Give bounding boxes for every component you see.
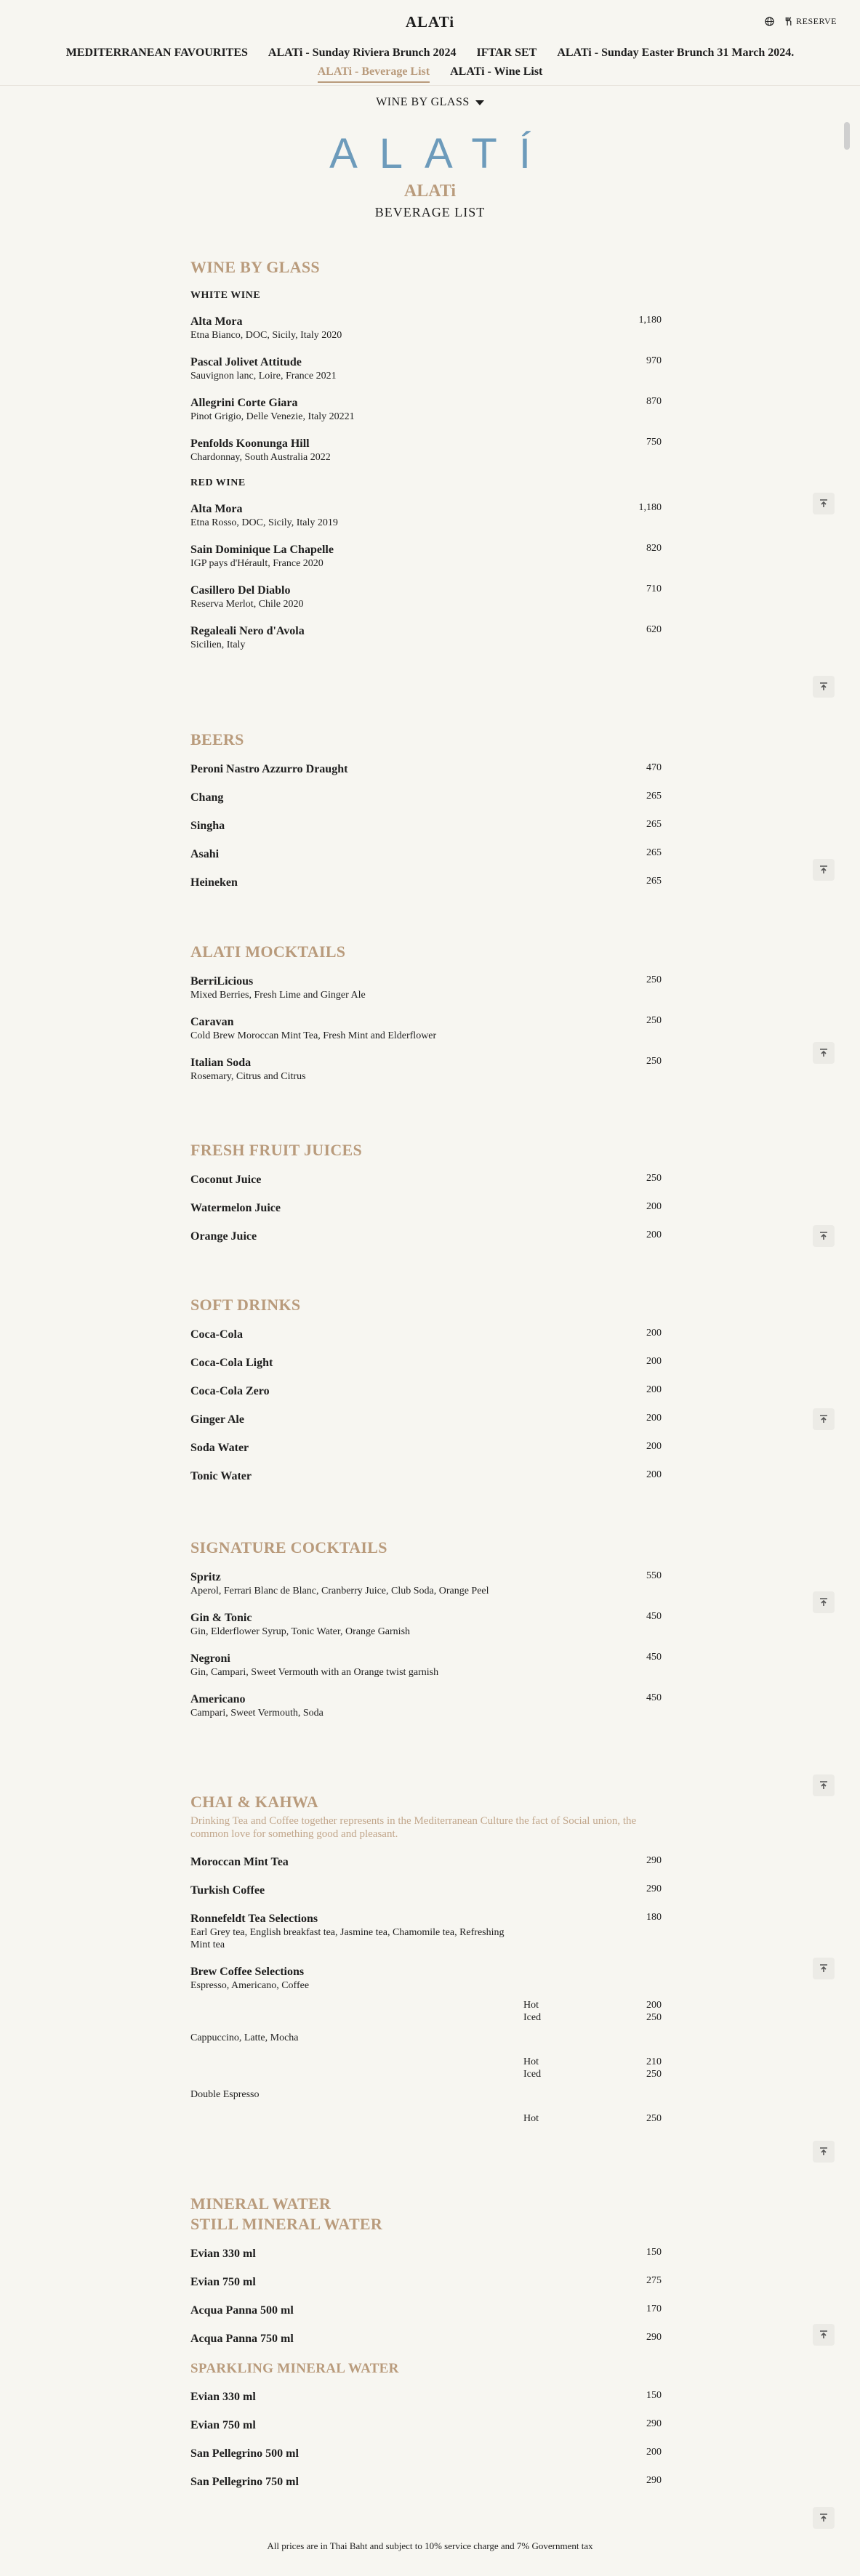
iced-price: 250 bbox=[646, 2069, 662, 2080]
item-desc: Sicilien, Italy bbox=[190, 639, 246, 650]
menu-item bbox=[190, 2447, 662, 2461]
item-price: 275 bbox=[646, 2275, 662, 2286]
globe-icon bbox=[765, 17, 774, 26]
item-name: Singha bbox=[190, 820, 225, 832]
item-name: Alta Mora bbox=[190, 315, 243, 328]
item-desc: Aperol, Ferrari Blanc de Blanc, Cranberry Juice, Club Soda, Orange Peel bbox=[190, 1586, 489, 1596]
category-dropdown[interactable] bbox=[0, 96, 860, 109]
menu-item bbox=[190, 1692, 662, 1719]
item-price: 200 bbox=[646, 1384, 662, 1395]
tab-riviera-brunch[interactable]: ALATi - Sunday Riviera Brunch 2024 bbox=[268, 47, 457, 59]
hot-price: 250 bbox=[646, 2113, 662, 2124]
subheading-white-wine: WHITE WINE bbox=[190, 290, 261, 301]
arrow-up-icon bbox=[819, 1414, 829, 1424]
tab-wine-list[interactable]: ALATi - Wine List bbox=[450, 65, 543, 78]
item-name: Tonic Water bbox=[190, 1470, 252, 1482]
tab-iftar-set[interactable]: IFTAR SET bbox=[476, 47, 537, 59]
hot-price: 200 bbox=[646, 2000, 662, 2011]
menu-nav bbox=[0, 44, 860, 83]
hot-price: 210 bbox=[646, 2056, 662, 2067]
item-price: 620 bbox=[646, 624, 662, 635]
item-name: Moroccan Mint Tea bbox=[190, 1856, 289, 1868]
menu-item bbox=[190, 2275, 662, 2290]
item-name: Heineken bbox=[190, 876, 238, 889]
section-title: SOFT DRINKS bbox=[190, 1296, 301, 1314]
item-price: 250 bbox=[646, 1015, 662, 1026]
item-name: Americano bbox=[190, 1693, 246, 1705]
item-desc: Reserva Merlot, Chile 2020 bbox=[190, 599, 304, 610]
arrow-up-icon bbox=[819, 498, 829, 509]
top-bar bbox=[0, 0, 860, 44]
hot-iced-prices bbox=[190, 1999, 662, 2024]
item-name: Pascal Jolivet Attitude bbox=[190, 356, 302, 368]
item-name: Acqua Panna 750 ml bbox=[190, 2333, 294, 2345]
item-price: 450 bbox=[646, 1692, 662, 1703]
menu-name: ALATi bbox=[403, 182, 457, 201]
section-title: SIGNATURE COCKTAILS bbox=[190, 1538, 387, 1556]
menu-item bbox=[190, 315, 662, 342]
nav-row-2 bbox=[0, 62, 860, 83]
item-price: 150 bbox=[646, 2390, 662, 2401]
item-name: Coca-Cola Zero bbox=[190, 1385, 270, 1397]
item-price: 200 bbox=[646, 1469, 662, 1480]
item-price: 200 bbox=[646, 1441, 662, 1452]
item-desc: Cold Brew Moroccan Mint Tea, Fresh Mint and Elderflower bbox=[190, 1030, 437, 1041]
menu-item bbox=[190, 2304, 662, 2318]
item-desc: Etna Bianco, DOC, Sicily, Italy 2020 bbox=[190, 330, 342, 341]
item-price: 200 bbox=[646, 1328, 662, 1339]
iced-label: Iced bbox=[523, 2012, 542, 2023]
item-price: 200 bbox=[646, 1356, 662, 1367]
menu-item bbox=[190, 2475, 662, 2490]
item-name: Soda Water bbox=[190, 1442, 249, 1454]
nav-divider bbox=[0, 85, 860, 86]
menu-item bbox=[190, 1611, 662, 1638]
section-subtitle-sparkling: SPARKLING MINERAL WATER bbox=[190, 2361, 399, 2376]
section-title: BEERS bbox=[190, 730, 244, 748]
item-price: 200 bbox=[646, 1201, 662, 1212]
back-to-top-button[interactable] bbox=[813, 1042, 835, 1064]
top-right-actions bbox=[765, 16, 837, 27]
nav-row-1 bbox=[0, 44, 860, 62]
menu-item bbox=[190, 847, 662, 862]
hot-prices bbox=[190, 2112, 662, 2125]
language-button[interactable] bbox=[765, 17, 774, 26]
menu-item bbox=[190, 974, 662, 1001]
back-to-top-button[interactable] bbox=[813, 2141, 835, 2163]
item-price: 180 bbox=[646, 1912, 662, 1923]
item-price: 1,180 bbox=[638, 315, 662, 326]
arrow-up-icon bbox=[819, 865, 829, 875]
item-name: Peroni Nastro Azzurro Draught bbox=[190, 763, 348, 775]
item-price: 290 bbox=[646, 2475, 662, 2486]
arrow-up-icon bbox=[819, 1231, 829, 1241]
item-name: Orange Juice bbox=[190, 1230, 257, 1243]
menu-item bbox=[190, 1015, 662, 1042]
menu-subtitle: BEVERAGE LIST bbox=[374, 205, 486, 219]
item-name: Coca-Cola bbox=[190, 1328, 243, 1341]
menu-item bbox=[190, 876, 662, 890]
category-dropdown-label: WINE BY GLASS bbox=[376, 96, 470, 108]
menu-item bbox=[190, 1570, 662, 1597]
item-price: 470 bbox=[646, 762, 662, 773]
item-name: San Pellegrino 750 ml bbox=[190, 2476, 299, 2488]
menu-item bbox=[190, 1328, 662, 1342]
menu-item bbox=[190, 819, 662, 833]
section-signature-cocktails bbox=[190, 1538, 662, 1733]
menu-item bbox=[190, 584, 662, 610]
item-price: 710 bbox=[646, 584, 662, 594]
item-desc: Campari, Sweet Vermouth, Soda bbox=[190, 1708, 323, 1719]
item-name: Ronnefeldt Tea Selections bbox=[190, 1913, 318, 1925]
item-price: 200 bbox=[646, 2447, 662, 2458]
back-to-top-button[interactable] bbox=[813, 1225, 835, 1247]
section-chai-kahwa bbox=[190, 1793, 662, 2136]
arrow-up-icon bbox=[819, 2513, 829, 2523]
item-name: Casillero Del Diablo bbox=[190, 584, 291, 597]
menu-item bbox=[190, 1469, 662, 1484]
item-desc: Rosemary, Citrus and Citrus bbox=[190, 1071, 306, 1082]
item-price: 450 bbox=[646, 1652, 662, 1663]
menu-item bbox=[190, 1883, 662, 1898]
item-desc: Sauvignon lanc, Loire, France 2021 bbox=[190, 371, 337, 381]
section-title: MINERAL WATER bbox=[190, 2195, 331, 2213]
item-name: Acqua Panna 500 ml bbox=[190, 2304, 294, 2317]
arrow-up-icon bbox=[819, 682, 829, 692]
section-soft-drinks bbox=[190, 1296, 662, 1498]
item-desc: Chardonnay, South Australia 2022 bbox=[190, 452, 331, 463]
caret-down-icon bbox=[475, 100, 484, 105]
back-to-top-button[interactable] bbox=[813, 1958, 835, 1979]
item-name: Regaleali Nero d'Avola bbox=[190, 625, 305, 637]
section-juices bbox=[190, 1141, 662, 1258]
iced-label: Iced bbox=[523, 2069, 542, 2080]
item-price: 750 bbox=[646, 437, 662, 448]
item-price: 1,180 bbox=[638, 502, 662, 513]
section-title: CHAI & KAHWA bbox=[190, 1793, 318, 1811]
item-name: Sain Dominique La Chapelle bbox=[190, 544, 334, 556]
tab-beverage-list[interactable]: ALATi - Beverage List bbox=[318, 62, 430, 83]
menu-item bbox=[190, 1230, 662, 1244]
item-price: 820 bbox=[646, 543, 662, 554]
variant-label: Double Espresso bbox=[190, 2089, 260, 2100]
arrow-up-icon bbox=[819, 1048, 829, 1058]
item-desc: IGP pays d'Hérault, France 2020 bbox=[190, 558, 323, 569]
menu-item bbox=[190, 543, 662, 570]
item-price: 250 bbox=[646, 974, 662, 985]
hot-label: Hot bbox=[523, 2113, 539, 2124]
back-to-top-button[interactable] bbox=[813, 676, 835, 698]
brand-name[interactable]: ALATi bbox=[405, 13, 455, 31]
menu-item bbox=[190, 502, 662, 529]
item-name: Allegrini Corte Giara bbox=[190, 397, 298, 409]
menu-item bbox=[190, 437, 662, 464]
item-name: San Pellegrino 500 ml bbox=[190, 2447, 299, 2460]
item-price: 450 bbox=[646, 1611, 662, 1622]
tab-mediterranean-favourites[interactable]: MEDITERRANEAN FAVOURITES bbox=[65, 47, 248, 59]
item-price: 250 bbox=[646, 1056, 662, 1067]
menu-item bbox=[190, 2390, 662, 2405]
section-subtitle-still: STILL MINERAL WATER bbox=[190, 2215, 383, 2233]
item-name: Negroni bbox=[190, 1652, 230, 1665]
menu-item bbox=[190, 2332, 662, 2346]
menu-item bbox=[190, 791, 662, 805]
section-mocktails bbox=[190, 942, 662, 1097]
reserve-label: RESERVE bbox=[796, 16, 837, 26]
subheading-red-wine: RED WINE bbox=[190, 477, 246, 488]
menu-item bbox=[190, 1441, 662, 1455]
menu-item bbox=[190, 1384, 662, 1399]
back-to-top-button[interactable] bbox=[813, 2507, 835, 2529]
hot-iced-prices bbox=[190, 2056, 662, 2080]
item-name: Coca-Cola Light bbox=[190, 1357, 273, 1369]
hot-label: Hot bbox=[523, 2000, 539, 2011]
arrow-up-icon bbox=[819, 1963, 829, 1974]
menu-item bbox=[190, 2418, 662, 2433]
cutlery-icon bbox=[784, 17, 793, 26]
arrow-up-icon bbox=[819, 2147, 829, 2157]
item-name: Evian 750 ml bbox=[190, 2419, 256, 2431]
item-desc: Etna Rosso, DOC, Sicily, Italy 2019 bbox=[190, 517, 338, 528]
item-price: 150 bbox=[646, 2247, 662, 2258]
item-desc: Gin, Elderflower Syrup, Tonic Water, Orange Garnish bbox=[190, 1626, 411, 1637]
back-to-top-button[interactable] bbox=[813, 859, 835, 881]
menu-item bbox=[190, 396, 662, 423]
menu-item bbox=[190, 762, 662, 777]
back-to-top-button[interactable] bbox=[813, 2324, 835, 2346]
item-desc: Espresso, Americano, Coffee bbox=[190, 1980, 310, 1991]
item-name: Penfolds Koonunga Hill bbox=[190, 437, 310, 450]
item-desc: Pinot Grigio, Delle Venezie, Italy 20221 bbox=[190, 411, 355, 422]
item-name: Ginger Ale bbox=[190, 1413, 244, 1426]
item-price: 250 bbox=[646, 1173, 662, 1184]
menu-item bbox=[190, 1965, 662, 1992]
menu-item bbox=[190, 1413, 662, 1427]
item-desc: Earl Grey tea, English breakfast tea, Jasmine tea, Chamomile tea, Refreshing Mint tea bbox=[190, 1927, 505, 1950]
item-name: Asahi bbox=[190, 848, 220, 860]
menu-item bbox=[190, 1356, 662, 1370]
item-name: Coconut Juice bbox=[190, 1174, 262, 1186]
item-name: Italian Soda bbox=[190, 1057, 252, 1069]
item-price: 265 bbox=[646, 847, 662, 858]
back-to-top-button[interactable] bbox=[813, 493, 835, 514]
item-name: Watermelon Juice bbox=[190, 1202, 281, 1214]
section-mineral-water bbox=[190, 2195, 662, 2503]
menu-item bbox=[190, 355, 662, 382]
alati-logo: ALATÍ bbox=[329, 130, 552, 177]
item-price: 290 bbox=[646, 1855, 662, 1866]
item-desc: Gin, Campari, Sweet Vermouth with an Orange twist garnish bbox=[190, 1667, 439, 1678]
section-title: FRESH FRUIT JUICES bbox=[190, 1141, 363, 1159]
item-name: Evian 330 ml bbox=[190, 2391, 256, 2403]
item-name: Alta Mora bbox=[190, 503, 243, 515]
back-to-top-button[interactable] bbox=[813, 1408, 835, 1430]
item-name: Spritz bbox=[190, 1571, 221, 1583]
menu-item bbox=[190, 1201, 662, 1216]
hot-label: Hot bbox=[523, 2056, 539, 2067]
back-to-top-button[interactable] bbox=[813, 1591, 835, 1613]
arrow-up-icon bbox=[819, 1597, 829, 1607]
back-to-top-button[interactable] bbox=[813, 1774, 835, 1796]
item-price: 290 bbox=[646, 2332, 662, 2343]
section-wine-by-glass bbox=[190, 258, 662, 665]
item-name: Caravan bbox=[190, 1016, 234, 1028]
item-price: 170 bbox=[646, 2304, 662, 2314]
menu-item bbox=[190, 1056, 662, 1083]
item-price: 970 bbox=[646, 355, 662, 366]
item-price: 290 bbox=[646, 2418, 662, 2429]
item-name: Evian 750 ml bbox=[190, 2276, 256, 2288]
item-price: 265 bbox=[646, 876, 662, 887]
item-name: Turkish Coffee bbox=[190, 1884, 265, 1897]
item-name: Chang bbox=[190, 791, 224, 804]
item-name: Brew Coffee Selections bbox=[190, 1966, 305, 1978]
arrow-up-icon bbox=[819, 1780, 829, 1790]
section-title: ALATI MOCKTAILS bbox=[190, 942, 346, 961]
menu-item bbox=[190, 1652, 662, 1679]
item-price: 200 bbox=[646, 1413, 662, 1424]
item-price: 265 bbox=[646, 819, 662, 830]
menu-item bbox=[190, 1912, 662, 1951]
menu-item bbox=[190, 624, 662, 651]
item-price: 200 bbox=[646, 1230, 662, 1240]
menu-item bbox=[190, 2247, 662, 2261]
tab-easter-brunch[interactable]: ALATi - Sunday Easter Brunch 31 March 2024. bbox=[557, 47, 795, 59]
menu-item bbox=[190, 1855, 662, 1870]
item-price: 550 bbox=[646, 1570, 662, 1581]
section-beers bbox=[190, 730, 662, 904]
item-price: 870 bbox=[646, 396, 662, 407]
item-price: 265 bbox=[646, 791, 662, 802]
item-name: Gin & Tonic bbox=[190, 1612, 252, 1624]
arrow-up-icon bbox=[819, 2330, 829, 2340]
item-name: BerriLicious bbox=[190, 975, 254, 988]
iced-price: 250 bbox=[646, 2012, 662, 2023]
section-title: WINE BY GLASS bbox=[190, 258, 320, 276]
reserve-button[interactable] bbox=[784, 16, 837, 27]
item-price: 290 bbox=[646, 1883, 662, 1894]
footer-note: All prices are in Thai Baht and subject to 10% service charge and 7% Government tax bbox=[267, 2540, 593, 2551]
variant-label: Cappuccino, Latte, Mocha bbox=[190, 2032, 299, 2043]
menu-item bbox=[190, 1173, 662, 1187]
item-name: Evian 330 ml bbox=[190, 2248, 256, 2260]
item-desc: Mixed Berries, Fresh Lime and Ginger Ale bbox=[190, 990, 366, 1001]
section-note: Drinking Tea and Coffee together represents in the Mediterranean Culture the fact of Social union, the common love for something good and pleasant. bbox=[190, 1815, 637, 1840]
